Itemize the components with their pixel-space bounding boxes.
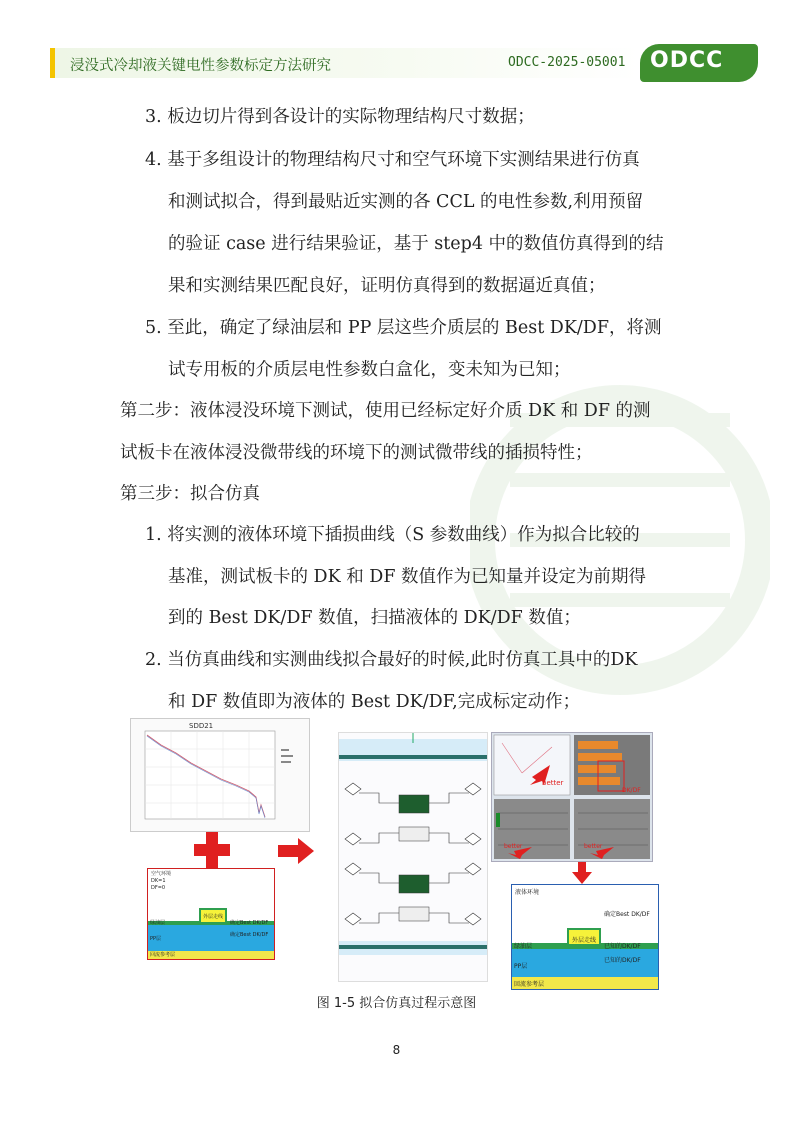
liquid-pp-label: PP层 bbox=[514, 963, 528, 970]
body-line-11: 1. 将实测的液体环境下插损曲线（S 参数曲线）作为拟合比较的 bbox=[145, 525, 640, 545]
air-trace-label: 外层走线 bbox=[203, 914, 224, 920]
down-arrow-icon bbox=[572, 862, 592, 884]
body-line-7: 试专用板的介质层电性参数白盒化，变未知为已知； bbox=[168, 360, 571, 380]
figure-caption: 图 1-5 拟合仿真过程示意图 bbox=[316, 996, 477, 1011]
liquid-stackup-box bbox=[511, 884, 659, 990]
air-solder-label: 绿油层 bbox=[150, 920, 166, 926]
body-line-5: 果和实测结果匹配良好，证明仿真得到的数据逼近真值； bbox=[168, 276, 606, 296]
body-line-10: 第三步：拟合仿真 bbox=[120, 484, 260, 504]
liquid-label: 液体环境 bbox=[515, 889, 540, 896]
body-line-3: 和测试拟合，得到最贴近实测的各 CCL 的电性参数,利用预留 bbox=[168, 192, 644, 212]
body-line-15: 和 DF 数值即为液体的 Best DK/DF,完成标定动作； bbox=[168, 692, 581, 712]
body-line-9: 试板卡在液体浸没微带线的环境下的测试微带线的插损特性； bbox=[120, 443, 593, 463]
body-line-2: 4. 基于多组设计的物理结构尺寸和空气环境下实测结果进行仿真 bbox=[145, 150, 640, 170]
header-title: 浸没式冷却液关键电性参数标定方法研究 bbox=[70, 58, 331, 74]
air-pp-label: PP层 bbox=[150, 936, 162, 942]
better-label-1: better bbox=[542, 779, 564, 787]
body-line-8: 第二步：液体浸没环境下测试，使用已经标定好介质 DK 和 DF 的测 bbox=[120, 401, 651, 421]
better-label-3: better bbox=[584, 843, 603, 850]
air-set-label-2: 确定Best DK/DF bbox=[230, 932, 269, 938]
liquid-known-label-2: 已知的DK/DF bbox=[604, 957, 641, 964]
plus-icon bbox=[190, 832, 234, 868]
body-line-1: 3. 板边切片得到各设计的实际物理结构尺寸数据； bbox=[145, 107, 535, 127]
simulation-schematic bbox=[338, 732, 488, 982]
logo-text: ODCC bbox=[650, 48, 724, 73]
page-header bbox=[0, 40, 793, 90]
air-set-label-1: 确定Best DK/DF bbox=[230, 920, 269, 926]
sdd21-plot bbox=[131, 719, 309, 831]
liquid-ref-label: 回流参考层 bbox=[514, 981, 545, 988]
document-code: ODCC-2025-05001 bbox=[508, 55, 626, 70]
body-line-6: 5. 至此，确定了绿油层和 PP 层这些介质层的 Best DK/DF，将测 bbox=[145, 318, 662, 338]
liquid-trace-label: 外层走线 bbox=[572, 937, 597, 944]
liquid-known-label-1: 已知的DK/DF bbox=[604, 943, 641, 950]
sweep-results-grid bbox=[491, 732, 653, 862]
body-line-14: 2. 当仿真曲线和实测曲线拟合最好的时候,此时仿真工具中的DK bbox=[145, 650, 638, 670]
air-ref-label: 回流参考层 bbox=[150, 952, 176, 958]
body-line-4: 的验证 case 进行结果验证，基于 step4 中的数值仿真得到的结 bbox=[168, 234, 664, 254]
header-accent bbox=[50, 48, 55, 78]
sdd21-plot-panel bbox=[130, 718, 310, 832]
better-label-2: better bbox=[504, 843, 523, 850]
body-line-13: 到的 Best DK/DF 数值，扫描液体的 DK/DF 数值； bbox=[168, 608, 581, 628]
plot-title: SDD21 bbox=[189, 722, 214, 730]
right-arrow-icon bbox=[278, 838, 314, 864]
air-stackup-box bbox=[147, 868, 275, 960]
body-line-12: 基准，测试板卡的 DK 和 DF 数值作为已知量并设定为前期得 bbox=[168, 567, 647, 587]
liquid-solder-label: 绿油层 bbox=[514, 943, 533, 950]
dkdf-label: DK/DF bbox=[622, 787, 641, 794]
air-label: 空气环境 bbox=[151, 871, 172, 877]
air-df: DF=0 bbox=[151, 885, 166, 891]
air-dk: DK=1 bbox=[151, 878, 166, 884]
liquid-set-label: 确定Best DK/DF bbox=[604, 911, 650, 918]
page-number: 8 bbox=[392, 1043, 401, 1057]
